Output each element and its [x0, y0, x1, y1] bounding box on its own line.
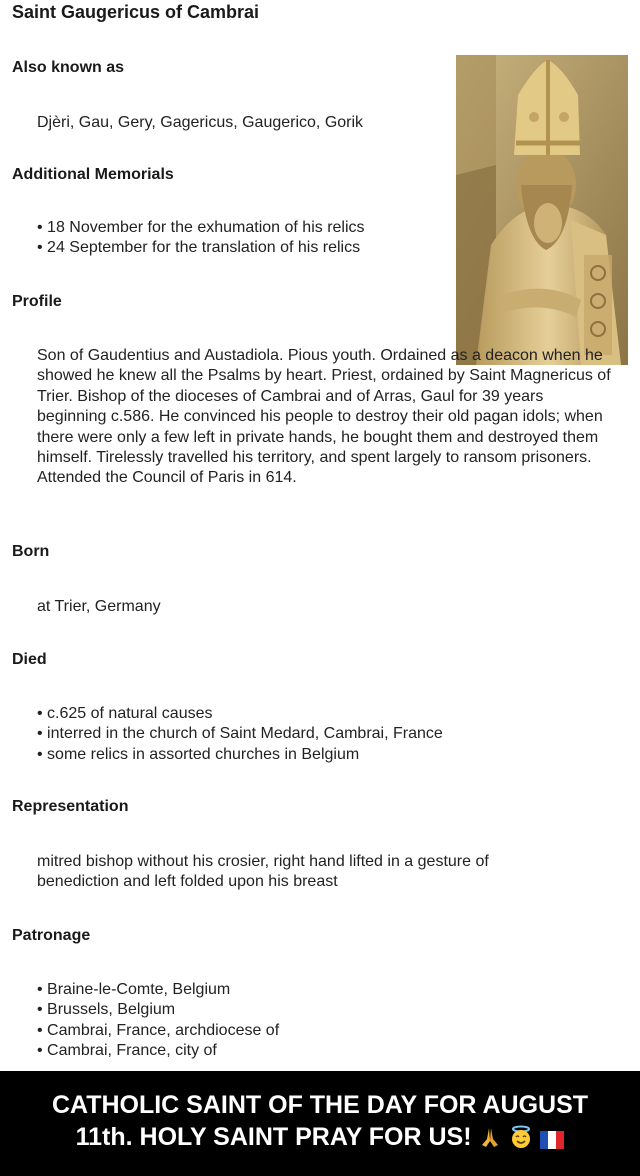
died-heading: Died [12, 651, 47, 668]
died-list [37, 704, 443, 765]
patronage-heading: Patronage [12, 927, 91, 944]
patronage-list [37, 980, 279, 1062]
list-item: • c.625 of natural causes [37, 704, 443, 724]
also-known-as-text: Djèri, Gau, Gery, Gagericus, Gaugerico, Gorik [37, 114, 364, 131]
list-item: • 24 September for the translation of his relics [37, 238, 365, 258]
profile-text: Son of Gaudentius and Austadiola. Pious youth. Ordained as a deacon when he showed he knew all the Psalms by heart. Priest, ordained by Saint Magnericus of Trier. Bishop of the dioceses of Cambrai and of Arras, Gaul for 39 years beginning c.586. He convinced his people to destroy their old pagan idols; when there were only a few left in private hands, he bought them and destroyed them himself. Tirelessly travelled his territory, and spent largely to ransom prisoners. Attended the Council of Paris in 614. [37, 347, 611, 487]
list-item: • Cambrai, France, city of [37, 1041, 279, 1061]
caption-banner [0, 1071, 640, 1176]
representation-heading: Representation [12, 798, 129, 815]
caption-line-2: 11th. HOLY SAINT PRAY FOR US! [75, 1123, 472, 1151]
praying-hands-icon [478, 1125, 502, 1157]
born-text: at Trier, Germany [37, 598, 161, 615]
list-item: • Braine-le-Comte, Belgium [37, 980, 279, 1000]
saint-statue-image [456, 55, 628, 365]
list-item: • Cambrai, France, archdiocese of [37, 1021, 279, 1041]
saint-statue-illustration [456, 55, 628, 365]
profile-heading: Profile [12, 293, 62, 310]
list-item: • interred in the church of Saint Medard, Cambrai, France [37, 724, 443, 744]
caption-line-1: CATHOLIC SAINT OF THE DAY FOR AUGUST [51, 1091, 589, 1119]
list-item: • 18 November for the exhumation of his relics [37, 218, 365, 238]
additional-memorials-list [37, 218, 365, 259]
additional-memorials-heading: Additional Memorials [12, 166, 174, 183]
list-item: • some relics in assorted churches in Belgium [37, 745, 443, 765]
representation-text: mitred bishop without his crosier, right hand lifted in a gesture of benediction and left folded upon his breast [37, 853, 489, 891]
also-known-as-heading: Also known as [12, 59, 125, 76]
list-item: • Brussels, Belgium [37, 1000, 279, 1020]
born-heading: Born [12, 543, 50, 560]
caption-line-2-wrap [0, 1121, 640, 1157]
page-title: Saint Gaugericus of Cambrai [12, 2, 260, 22]
smiling-face-with-halo-icon [509, 1125, 533, 1157]
france-flag-icon [540, 1125, 564, 1157]
caption-text [0, 1089, 640, 1157]
